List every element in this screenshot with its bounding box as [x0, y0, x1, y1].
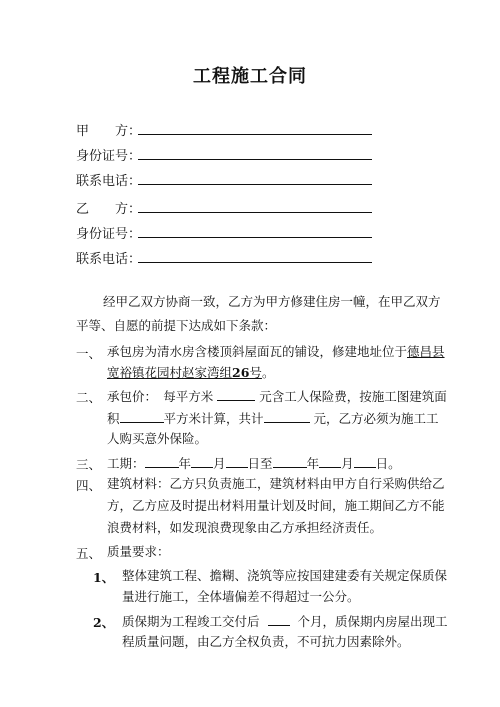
clause-3-month-1: 月 — [213, 456, 226, 471]
id-b-field — [76, 223, 376, 243]
clause-5-sub-1-line-2: 量进行施工，全体墙偏差不得超过一公分。 — [122, 589, 360, 604]
clause-3-year-2: 年 — [306, 456, 320, 471]
phone-b-field — [76, 248, 376, 268]
clause-5-number: 五、 — [76, 546, 102, 561]
phone-a-label: 联系电话： — [76, 174, 142, 189]
clause-2-area-text: 平方米计算，共计 — [163, 411, 264, 426]
clause-5-sub-2-number: 2、 — [93, 615, 115, 630]
clause-1-line-1 — [107, 344, 445, 360]
clause-1-address-suffix: 号 — [249, 365, 262, 380]
clause-5-warranty-text-2: 个月，质保期内房屋出现工 — [297, 614, 448, 629]
clause-4-line-2: 方，乙方应及时提出材料用量计划及时间，施工期间乙方不能 — [107, 498, 445, 513]
phone-b-label: 联系电话： — [76, 252, 142, 267]
id-a-label: 身份证号： — [76, 149, 142, 164]
clause-5-warranty-text: 质保期为工程竣工交付后 — [122, 614, 260, 629]
clause-5-warranty-months-blank[interactable] — [268, 613, 290, 626]
clause-5-sub-2-line-1 — [122, 613, 448, 630]
clause-3-label: 工期： — [107, 456, 145, 471]
party-a-label: 甲 方： — [76, 124, 142, 139]
clause-3-month-2: 月 — [341, 456, 354, 471]
intro-line-2: 平等、自愿的前提下达成如下条款： — [76, 318, 277, 333]
document-title: 工程施工合同 — [193, 66, 307, 87]
clause-2-number: 二、 — [76, 390, 102, 405]
id-a-blank[interactable] — [138, 159, 372, 160]
clause-5-title: 质量要求： — [107, 544, 170, 559]
clause-2-line-2 — [107, 410, 439, 427]
clause-1-address-number: 26 — [232, 365, 250, 380]
party-b-field — [76, 198, 376, 218]
id-b-blank[interactable] — [138, 237, 372, 238]
clause-3-end-year-blank[interactable] — [273, 455, 307, 468]
clause-2-price-label: 承包价： 每平方米 — [107, 389, 214, 404]
clause-2-total-text: 元，乙方必须为施工工 — [313, 411, 439, 426]
clause-3-to: 日至 — [247, 456, 273, 471]
id-a-field — [76, 145, 376, 165]
clause-3-day-2: 日。 — [375, 456, 401, 471]
phone-b-blank[interactable] — [138, 262, 372, 263]
clause-3-year-1: 年 — [178, 456, 192, 471]
intro-line-1: 经甲乙双方协商一致，乙方为甲方修建住房一幢，在甲乙双方 — [103, 294, 441, 309]
clause-5-sub-2-line-2: 程质量问题，由乙方全权负责，不可抗力因素除外。 — [122, 634, 410, 649]
clause-1-period: 。 — [261, 365, 275, 380]
clause-1-line-2 — [107, 365, 274, 381]
clause-3-start-day-blank[interactable] — [226, 455, 248, 468]
clause-3-number: 三、 — [76, 457, 102, 472]
clause-1-address: 宽裕镇花园村赵家湾组 — [107, 365, 233, 380]
clause-2-price-blank[interactable] — [217, 388, 255, 401]
clause-5-sub-1-line-1: 整体建筑工程、擔糊、浇筑等应按国建建委有关规定保质保 — [122, 568, 448, 583]
clause-1-number: 一、 — [76, 346, 102, 361]
clause-2-line-3: 人购买意外保险。 — [107, 431, 208, 446]
clause-1-county: 德昌县 — [407, 344, 445, 359]
clause-2-area-blank[interactable] — [120, 410, 164, 423]
clause-3-end-month-blank[interactable] — [319, 455, 341, 468]
clause-3-start-month-blank[interactable] — [191, 455, 213, 468]
party-b-blank[interactable] — [138, 212, 372, 213]
clause-1-text: 承包房为清水房含楼顶斜屋面瓦的铺设，修建地址位于 — [107, 344, 408, 359]
clause-2-line-1 — [107, 388, 447, 405]
clause-4-line-1: 建筑材料：乙方只负责施工，建筑材料由甲方自行采购供给乙 — [107, 476, 445, 491]
phone-a-field — [76, 170, 376, 190]
party-a-field — [76, 120, 376, 140]
clause-2-area-label: 积 — [107, 411, 120, 426]
id-b-label: 身份证号： — [76, 227, 142, 242]
party-b-label: 乙 方： — [76, 202, 142, 217]
clause-2-total-blank[interactable] — [264, 410, 310, 423]
clause-4-number: 四、 — [76, 478, 102, 493]
clause-3-start-year-blank[interactable] — [145, 455, 179, 468]
party-a-blank[interactable] — [138, 134, 372, 135]
clause-3-end-day-blank[interactable] — [354, 455, 376, 468]
phone-a-blank[interactable] — [138, 184, 372, 185]
clause-5-sub-1-number: 1、 — [93, 570, 115, 585]
clause-2-price-text: 元含工人保险费，按施工图建筑面 — [259, 389, 447, 404]
clause-4-line-3: 浪费材料，如发现浪费现象由乙方承担经济责任。 — [107, 520, 383, 535]
clause-3-line — [107, 455, 401, 472]
